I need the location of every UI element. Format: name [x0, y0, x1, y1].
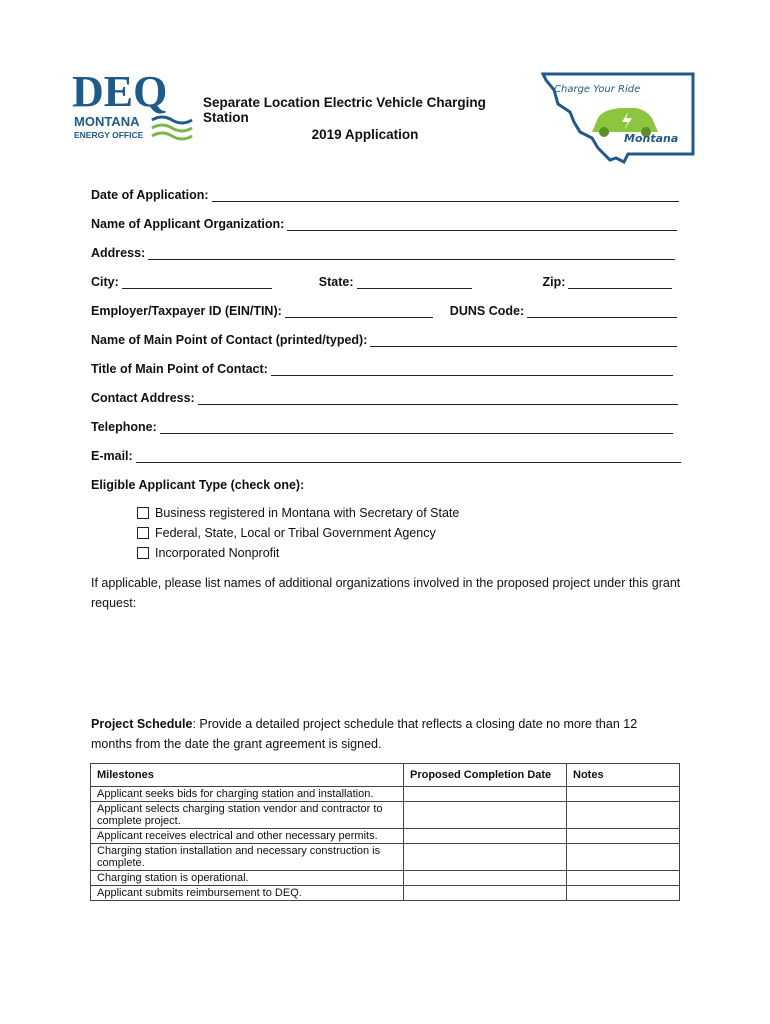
date-cell[interactable]	[404, 886, 567, 901]
badge-top-text: Charge Your Ride	[554, 84, 641, 95]
zip-input[interactable]	[568, 276, 672, 289]
duns-input[interactable]	[527, 305, 677, 318]
table-row	[91, 802, 680, 829]
contact-title-input[interactable]	[271, 363, 673, 376]
notes-cell[interactable]	[567, 871, 680, 886]
field-contact-address	[91, 387, 678, 405]
checkbox-option-business[interactable]	[137, 506, 459, 520]
charge-your-ride-badge	[540, 72, 696, 164]
milestone-cell: Applicant seeks bids for charging station and installation.	[91, 787, 404, 802]
milestone-cell: Applicant selects charging station vendor and contractor to complete project.	[91, 802, 404, 829]
energy-office-logo-text: ENERGY OFFICE	[74, 130, 144, 140]
field-date	[91, 184, 679, 202]
milestone-cell: Applicant receives electrical and other necessary permits.	[91, 829, 404, 844]
state-input[interactable]	[357, 276, 472, 289]
checkbox-label: Incorporated Nonprofit	[155, 546, 280, 560]
email-input[interactable]	[136, 450, 681, 463]
field-label: Telephone:	[91, 420, 157, 434]
milestone-cell: Charging station is operational.	[91, 871, 404, 886]
wave-icon	[152, 117, 192, 123]
checkbox-option-government[interactable]	[137, 526, 436, 540]
date-input[interactable]	[212, 189, 679, 202]
notes-cell[interactable]	[567, 844, 680, 871]
field-label: E-mail:	[91, 449, 133, 463]
table-row	[91, 871, 680, 886]
field-contact-title	[91, 358, 673, 376]
column-header: Milestones	[91, 764, 404, 787]
field-label: Title of Main Point of Contact:	[91, 362, 268, 376]
badge-bottom-text: Montana	[624, 132, 679, 145]
field-label: DUNS Code:	[449, 304, 525, 318]
project-schedule-description: : Provide a detailed project schedule that reflects a closing date no more than 12 months from the date the grant agreement is signed.	[91, 717, 638, 751]
field-label: Address:	[91, 246, 146, 260]
field-city-state-zip	[91, 271, 681, 289]
table-row	[91, 844, 680, 871]
telephone-input[interactable]	[160, 421, 673, 434]
org-input[interactable]	[287, 218, 677, 231]
page-title: Separate Location Electric Vehicle Charging Station	[203, 95, 486, 125]
checkbox-option-nonprofit[interactable]	[137, 546, 279, 560]
field-contact-name	[91, 329, 677, 347]
project-schedule-label: Project Schedule	[91, 717, 193, 731]
eligible-heading: Eligible Applicant Type (check one):	[91, 478, 305, 492]
contact-address-input[interactable]	[198, 392, 678, 405]
date-cell[interactable]	[404, 802, 567, 829]
checkbox-icon[interactable]	[137, 547, 149, 559]
field-label: City:	[91, 275, 119, 289]
schedule-table	[90, 763, 680, 901]
date-cell[interactable]	[404, 844, 567, 871]
additional-orgs-prompt: If applicable, please list names of additional organizations involved in the proposed project under this grant request:	[91, 576, 681, 610]
checkbox-label: Business registered in Montana with Secretary of State	[155, 506, 460, 520]
project-schedule-text	[91, 714, 681, 754]
field-label: Name of Applicant Organization:	[91, 217, 285, 231]
checkbox-icon[interactable]	[137, 527, 149, 539]
notes-cell[interactable]	[567, 886, 680, 901]
column-header: Proposed Completion Date	[404, 764, 567, 787]
table-row	[91, 886, 680, 901]
field-org	[91, 213, 677, 231]
notes-cell[interactable]	[567, 829, 680, 844]
ein-input[interactable]	[285, 305, 433, 318]
deq-logo-text: DEQ	[72, 68, 168, 116]
notes-cell[interactable]	[567, 802, 680, 829]
date-cell[interactable]	[404, 787, 567, 802]
field-label: Employer/Taxpayer ID (EIN/TIN):	[91, 304, 282, 318]
field-email	[91, 445, 681, 463]
milestone-cell: Charging station installation and necessary construction is complete.	[91, 844, 404, 871]
montana-logo-text: MONTANA	[74, 114, 140, 129]
milestone-cell: Applicant submits reimbursement to DEQ.	[91, 886, 404, 901]
notes-cell[interactable]	[567, 787, 680, 802]
contact-name-input[interactable]	[370, 334, 677, 347]
field-label: Contact Address:	[91, 391, 195, 405]
city-input[interactable]	[122, 276, 272, 289]
date-cell[interactable]	[404, 829, 567, 844]
field-label: State:	[318, 275, 354, 289]
field-label: Zip:	[542, 275, 566, 289]
address-input[interactable]	[148, 247, 675, 260]
field-address	[91, 242, 675, 260]
date-cell[interactable]	[404, 871, 567, 886]
table-header-row	[91, 764, 680, 787]
field-telephone	[91, 416, 673, 434]
column-header: Notes	[567, 764, 680, 787]
field-ein-duns	[91, 300, 677, 318]
page-subtitle: 2019 Application	[311, 127, 419, 142]
checkbox-label: Federal, State, Local or Tribal Government Agency	[155, 526, 436, 540]
checkbox-icon[interactable]	[137, 507, 149, 519]
table-row	[91, 829, 680, 844]
field-label: Date of Application:	[91, 188, 209, 202]
field-label: Name of Main Point of Contact (printed/typed):	[91, 333, 368, 347]
table-row	[91, 787, 680, 802]
